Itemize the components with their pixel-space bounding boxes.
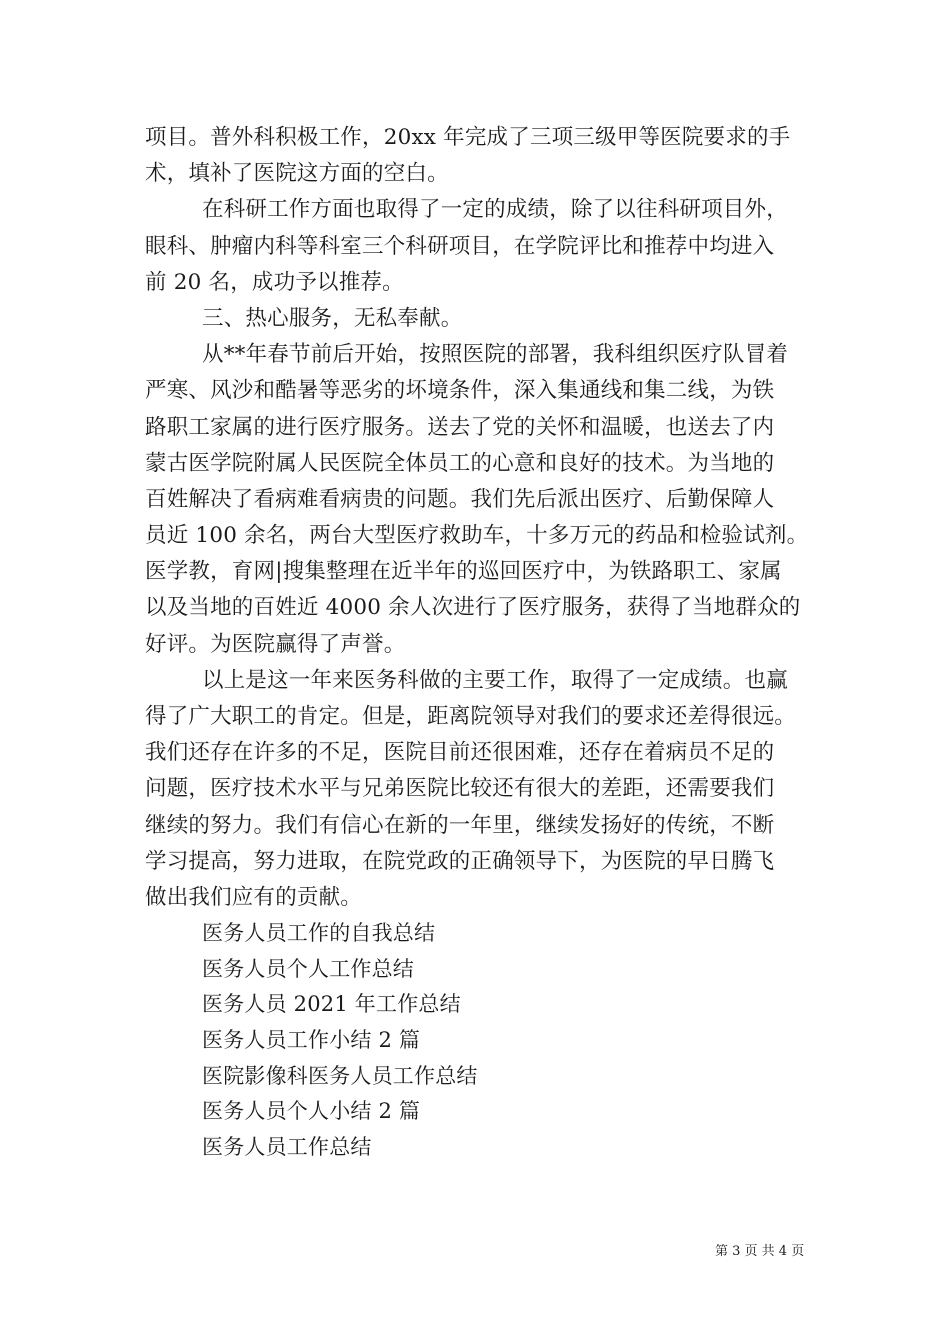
text-line: 项目。普外科积极工作，20xx 年完成了三项三级甲等医院要求的手	[145, 125, 791, 150]
paragraph	[145, 192, 825, 301]
paragraph-list	[145, 120, 825, 916]
related-link[interactable]: 医务人员个人工作总结	[202, 956, 414, 981]
related-link[interactable]: 医务人员工作总结	[202, 1134, 372, 1159]
text-line: 问题，医疗技术水平与兄弟医院比较还有很大的差距，还需要我们	[145, 776, 775, 802]
text-line: 百姓解决了看病难看病贵的问题。我们先后派出医疗、后勤保障人	[145, 486, 775, 512]
text-line: 我们还存在许多的不足，医院目前还很困难，还存在着病员不足的	[145, 740, 775, 766]
related-link[interactable]: 医务人员 2021 年工作总结	[202, 992, 461, 1017]
text-line: 员近 100 余名，两台大型医疗救助车，十多万元的药品和检验试剂。	[145, 523, 809, 549]
text-line: 三、热心服务，无私奉献。	[202, 305, 463, 331]
paragraph	[145, 337, 825, 663]
related-link[interactable]: 医院影像科医务人员工作总结	[202, 1063, 478, 1088]
text-line: 在科研工作方面也取得了一定的成绩，除了以往科研项目外，	[202, 197, 788, 223]
text-line: 好评。为医院赢得了声誉。	[145, 631, 406, 657]
related-link[interactable]: 医务人员工作小结 2 篇	[202, 1027, 421, 1052]
text-line: 学习提高，努力进取，在院党政的正确领导下，为医院的早日腾飞	[145, 848, 775, 874]
text-line: 前 20 名，成功予以推荐。	[145, 269, 404, 295]
text-line: 医学教，育网|搜集整理在近半年的巡回医疗中，为铁路职工、家属	[145, 559, 782, 585]
page-indicator: 第 3 页 共 4 页	[715, 1244, 805, 1259]
text-line: 路职工家属的进行医疗服务。送去了党的关怀和温暖，也送去了内	[145, 414, 775, 440]
text-line: 做出我们应有的贡献。	[145, 884, 363, 910]
text-line: 继续的努力。我们有信心在新的一年里，继续发扬好的传统，不断	[145, 812, 775, 838]
paragraph	[145, 301, 825, 337]
text-line: 眼科、肿瘤内科等科室三个科研项目，在学院评比和推荐中均进入	[145, 233, 775, 259]
paragraph	[145, 120, 825, 192]
related-links-list	[145, 916, 825, 1165]
text-line: 以及当地的百姓近 4000 余人次进行了医疗服务，获得了当地群众的	[145, 595, 801, 621]
text-line: 从**年春节前后开始，按照医院的部署，我科组织医疗队冒着	[202, 342, 789, 368]
text-line: 以上是这一年来医务科做的主要工作，取得了一定成绩。也赢	[202, 667, 788, 693]
document-body	[145, 120, 825, 1165]
related-link[interactable]: 医务人员个人小结 2 篇	[202, 1099, 421, 1124]
related-link[interactable]: 医务人员工作的自我总结	[202, 921, 436, 946]
text-line: 得了广大职工的肯定。但是，距离院领导对我们的要求还差得很远。	[145, 704, 797, 729]
paragraph	[145, 663, 825, 916]
text-line: 蒙古医学院附属人民医院全体员工的心意和良好的技术。为当地的	[145, 450, 775, 476]
text-line: 术，填补了医院这方面的空白。	[145, 161, 449, 187]
text-line: 严寒、风沙和酷暑等恶劣的坏境条件，深入集通线和集二线，为铁	[145, 378, 775, 404]
